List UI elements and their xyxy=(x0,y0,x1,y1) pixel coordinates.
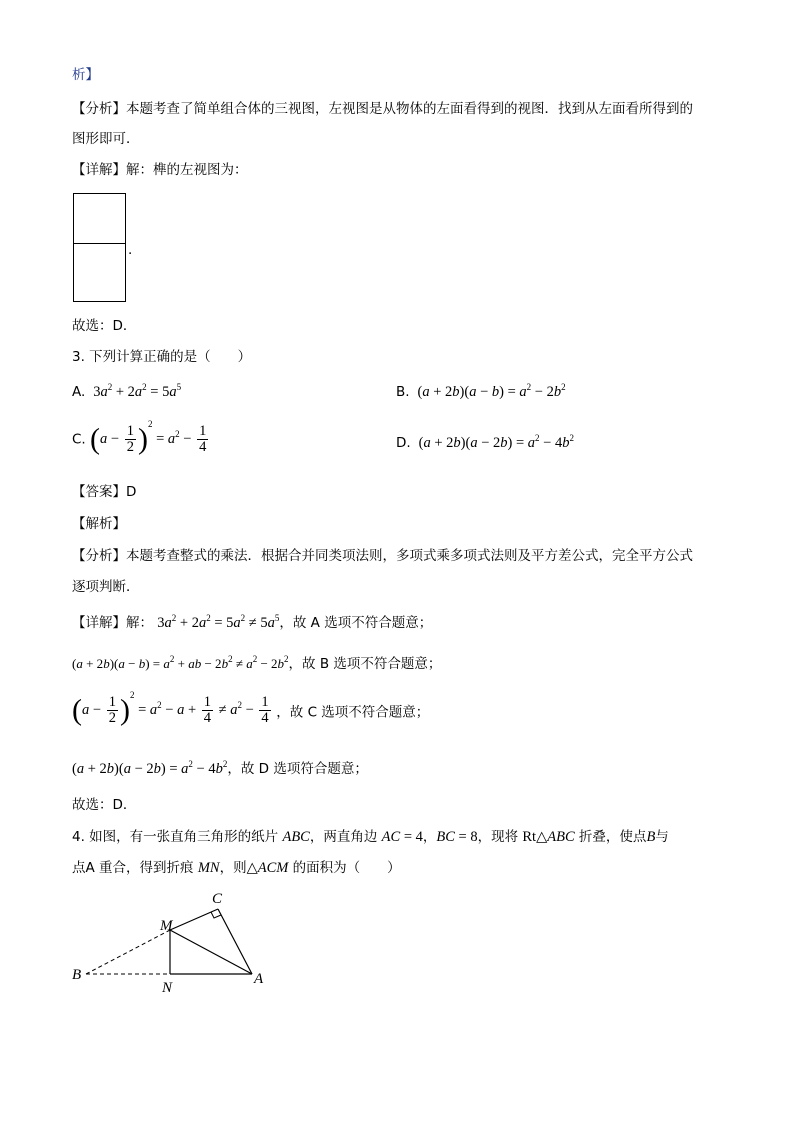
q4-ac-eq: AC = 4 xyxy=(381,829,423,845)
q4-stem2-part-c: 的面积为（ ） xyxy=(288,860,401,876)
q3-detail-prefix: 解： xyxy=(126,615,153,631)
q2-analysis-tag: 【分析】 xyxy=(72,101,126,117)
q3-analysis-text: 本题考查整式的乘法．根据合并同类项法则，多项式乘多项式法则及平方差公式，完全平方公式 xyxy=(126,548,693,564)
q4-abc: ABC xyxy=(282,829,310,845)
q3-stem: 3. 下列计算正确的是（ ） xyxy=(72,349,252,365)
q4-stem-part-a: 4. 如图，有一张直角三角形的纸片 xyxy=(72,829,283,845)
q4-mn: MN xyxy=(197,860,220,876)
q3-detail-c xyxy=(72,690,430,727)
q3-option-a xyxy=(72,384,181,401)
q3-option-b xyxy=(396,384,566,401)
option-a-label: A. xyxy=(72,384,86,400)
q4-rt-triangle: Rt△ABC xyxy=(522,829,575,845)
q3-final: 故选：D． xyxy=(72,797,137,813)
left-view-divider xyxy=(74,243,125,244)
q3-option-d xyxy=(396,435,574,452)
segment-bm xyxy=(86,930,170,974)
step-a-text: ，故 A 选项不符合题意； xyxy=(279,615,433,631)
q3-detail-a xyxy=(72,613,432,633)
label-b: B xyxy=(72,967,82,983)
left-view-figure xyxy=(73,193,126,302)
q3-analysis xyxy=(72,546,693,566)
step-d-expr: $(a + 2b)(a - 2b) = a^2 - 4b^2$ xyxy=(72,759,228,777)
step-c-text: ，故 C 选项不符合题意； xyxy=(276,704,430,721)
step-c-expr: (a − $\frac{1}{2}$ )$^2 = a^2 - a$ + $\frac{1}{4}$ ≠ $a^2$ − $\frac{1}{4}$ xyxy=(72,690,269,727)
q4-stem-l2 xyxy=(72,858,401,878)
q4-stem-part-b: ，两直角边 xyxy=(309,829,382,845)
option-c-expr: (a − $\frac{1}{2}$ )$^2 = a^2$ − $\frac{1}{4}$ xyxy=(90,419,207,456)
q3-jiexi: 【解析】 xyxy=(72,516,126,532)
option-d-label: D. xyxy=(396,435,411,451)
q3-answer-tag: 【答案】 xyxy=(72,484,126,500)
option-b-expr: $(a + 2b)(a - b) = a^2 - 2b^2$ xyxy=(413,382,566,400)
step-b-expr: $(a + 2b)(a - b) = a^2$ + ab − $2b^2 \ne a^2 - 2b^2$ xyxy=(72,654,289,671)
q4-stem2-part-b: ，则 xyxy=(219,860,247,876)
q3-analysis-tag: 【分析】 xyxy=(72,548,126,564)
step-d-text: ，故 D 选项符合题意； xyxy=(227,761,368,777)
q4-stem2-part-a: 点A 重合，得到折痕 xyxy=(72,860,198,876)
option-a-expr: $3a^2 + 2a^2 = 5a^5$ xyxy=(89,382,182,400)
q2-detail-tag: 【详解】 xyxy=(72,162,126,178)
option-c-label: C. xyxy=(72,431,86,448)
q3-answer-value: D xyxy=(126,484,137,500)
q4-bc-eq: BC = 8 xyxy=(436,829,478,845)
q4-acm: △ACM xyxy=(246,860,289,876)
q2-detail xyxy=(72,160,248,180)
q2-analysis-text: 本题考查了简单组合体的三视图，左视图是从物体的左面看得到的视图．找到从左面看所得到的 xyxy=(126,101,693,117)
label-a: A xyxy=(254,971,264,987)
header-fragment: 析】 xyxy=(72,67,99,83)
step-b-text: ，故 B 选项不符合题意； xyxy=(288,656,442,672)
q2-analysis-cont: 图形即可． xyxy=(72,131,140,147)
q3-answer xyxy=(72,482,136,502)
label-n: N xyxy=(162,980,173,996)
q2-analysis xyxy=(72,99,693,119)
q4-point-b: B xyxy=(646,829,656,845)
q4-stem-part-c: ，现将 xyxy=(477,829,523,845)
segment-ma xyxy=(170,930,252,974)
option-d-expr: $(a + 2b)(a - 2b) = a^2 - 4b^2$ xyxy=(414,433,574,451)
step-a-expr: $3a^2 + 2a^2 = 5a^2 \ne 5a^5$ xyxy=(157,613,280,631)
q4-stem-part-e: 与 xyxy=(655,829,669,845)
q3-detail-tag: 【详解】 xyxy=(72,615,126,631)
q4-stem-l1: 4. 如图，有一张直角三角形的纸片 ABC，两直角边 AC = 4，BC = 8，现将 Rt△ABC 折叠，使点B与 xyxy=(72,829,669,845)
q2-answer: 故选：D． xyxy=(72,318,137,334)
figure-period: . xyxy=(128,242,133,258)
option-b-label: B. xyxy=(396,384,410,400)
q3-detail-b xyxy=(72,654,441,674)
q3-analysis-cont: 逐项判断． xyxy=(72,579,140,595)
q3-detail-d xyxy=(72,759,368,779)
q3-option-c xyxy=(72,419,210,456)
label-c: C xyxy=(212,891,223,907)
q4-stem-part-d: 折叠，使点 xyxy=(574,829,647,845)
label-m: M xyxy=(160,918,173,934)
q2-detail-text: 解：榫的左视图为： xyxy=(126,162,248,178)
q4-triangle-figure xyxy=(60,885,280,1000)
